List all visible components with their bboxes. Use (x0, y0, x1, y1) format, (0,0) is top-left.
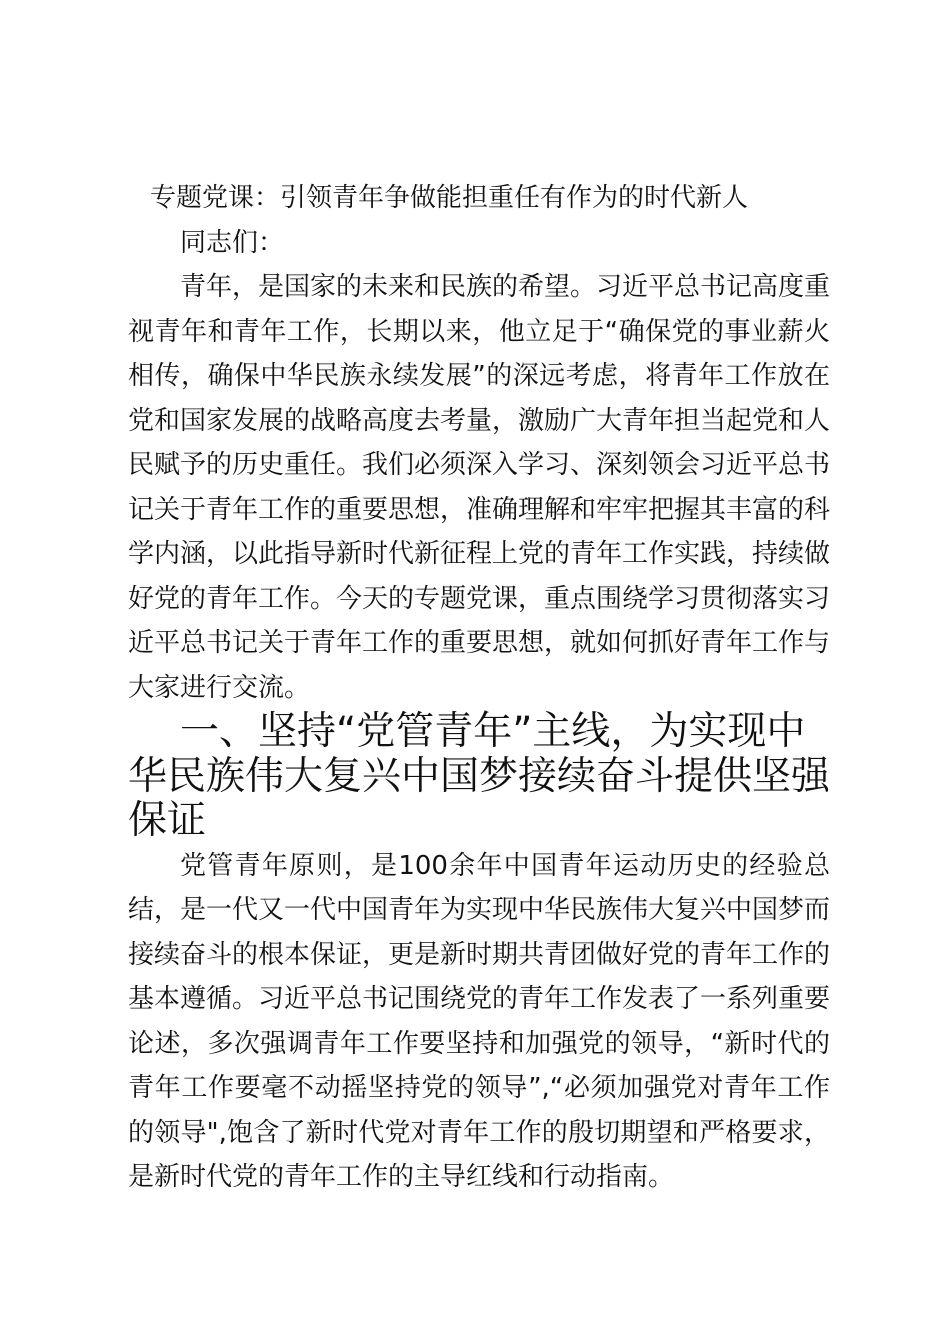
section-1-paragraph: 党管青年原则，是100余年中国青年运动历史的经验总结，是一代又一代中国青年为实现中华民族伟大复兴中国梦而接续奋斗的根本保证，更是新时期共青团做好党的青年工作的基本遵循。习近平总书记围绕党的青年工作发表了一系列重要论述，多次强调青年工作要坚持和加强党的领导，“新时代的青年工作要毫不动摇坚持党的领导”,“必须加强党对青年工作的领导",饱含了新时代党对青年工作的殷切期望和严格要求，是新时代党的青年工作的主导红线和行动指南。 (128, 850, 831, 1192)
salutation: 同志们： (180, 227, 285, 258)
section-1-heading: 一、坚持“党管青年”主线，为实现中华民族伟大复兴中国梦接续奋斗提供坚强保证 (128, 709, 831, 843)
intro-paragraph: 青年，是国家的未来和民族的希望。习近平总书记高度重视青年和青年工作，长期以来，他立足于“确保党的事业薪火相传，确保中华民族永续发展”的深远考虑，将青年工作放在党和国家发展的战略高度去考量，激励广大青年担当起党和人民赋予的历史重任。我们必须深入学习、深刻领会习近平总书记关于青年工作的重要思想，准确理解和牢牢把握其丰富的科学内涵，以此指导新时代新征程上党的青年工作实践，持续做好党的青年工作。今天的专题党课，重点围绕学习贯彻落实习近平总书记关于青年工作的重要思想，就如何抓好青年工作与大家进行交流。 (128, 272, 831, 703)
document-title: 专题党课：引领青年争做能担重任有作为的时代新人 (150, 183, 749, 213)
document-body (128, 176, 830, 1200)
